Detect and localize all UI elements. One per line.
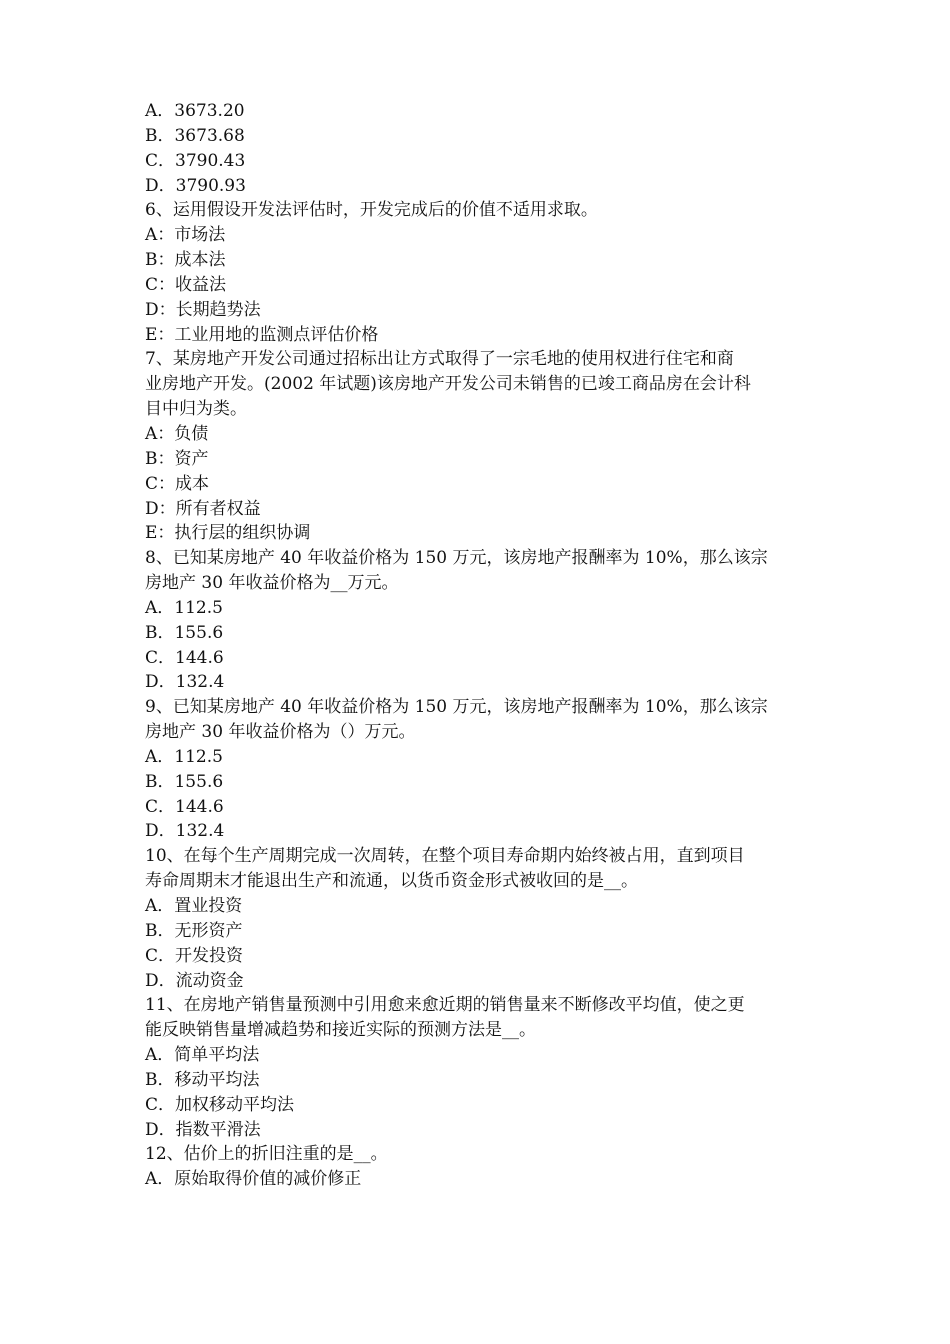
question-10-line-2: 寿命周期末才能退出生产和流通，以货币资金形式被收回的是__。: [145, 871, 638, 892]
option-line: A．3673.20: [145, 101, 245, 121]
option-line: B：成本法: [145, 250, 226, 271]
question-11-line-2: 能反映销售量增减趋势和接近实际的预测方法是__。: [145, 1020, 536, 1041]
option-line: C．加权移动平均法: [145, 1094, 295, 1115]
question-9-line-2: 房地产 30 年收益价格为（）万元。: [145, 722, 416, 743]
option-line: E：工业用地的监测点评估价格: [145, 324, 379, 345]
option-line: B．3673.68: [145, 125, 245, 146]
option-line: A．置业投资: [145, 896, 243, 916]
question-9-line-1: 9、已知某房地产 40 年收益价格为 150 万元，该房地产报酬率为 10%，那么该宗: [145, 697, 768, 718]
question-12: 12、估价上的折旧注重的是__。: [145, 1144, 388, 1165]
option-line: A：负债: [145, 423, 209, 444]
option-line: D．流动资金: [145, 970, 244, 991]
question-6: 6、运用假设开发法评估时，开发完成后的价值不适用求取。: [145, 200, 598, 221]
option-line: B．无形资产: [145, 920, 243, 941]
option-line: A．简单平均法: [145, 1045, 260, 1066]
option-line: B．155.6: [145, 622, 224, 643]
option-line: E：执行层的组织协调: [145, 523, 311, 544]
question-7-line-3: 目中归为类。: [145, 399, 247, 420]
question-10-line-1: 10、在每个生产周期完成一次周转，在整个项目寿命期内始终被占用，直到项目: [145, 846, 745, 867]
option-line: B．移动平均法: [145, 1069, 260, 1090]
question-11-line-1: 11、在房地产销售量预测中引用愈来愈近期的销售量来不断修改平均值，使之更: [145, 995, 745, 1016]
question-8-line-1: 8、已知某房地产 40 年收益价格为 150 万元，该房地产报酬率为 10%，那么该宗: [145, 548, 768, 569]
option-line: B：资产: [145, 448, 209, 469]
question-7-line-2: 业房地产开发。(2002 年试题)该房地产开发公司未销售的已竣工商品房在会计科: [145, 374, 751, 395]
option-line: A：市场法: [145, 225, 226, 246]
option-line: C．3790.43: [145, 150, 246, 171]
question-8-line-2: 房地产 30 年收益价格为__万元。: [145, 573, 399, 594]
document-body: [145, 99, 815, 1192]
option-line: D：长期趋势法: [145, 299, 261, 320]
option-line: A．112.5: [145, 597, 223, 618]
option-line: D．3790.93: [145, 175, 246, 196]
option-line: A．原始取得价值的减价修正: [145, 1169, 362, 1190]
question-7-line-1: 7、某房地产开发公司通过招标出让方式取得了一宗毛地的使用权进行住宅和商: [145, 349, 734, 370]
option-line: B．155.6: [145, 771, 224, 792]
option-line: D．指数平滑法: [145, 1119, 261, 1140]
option-line: C：成本: [145, 473, 210, 494]
option-line: D．132.4: [145, 821, 225, 842]
option-line: C：收益法: [145, 274, 227, 295]
option-line: D：所有者权益: [145, 498, 261, 519]
option-line: C．开发投资: [145, 945, 244, 966]
option-line: A．112.5: [145, 746, 223, 767]
option-line: D．132.4: [145, 672, 225, 693]
option-line: C．144.6: [145, 796, 224, 817]
option-line: C．144.6: [145, 647, 224, 668]
